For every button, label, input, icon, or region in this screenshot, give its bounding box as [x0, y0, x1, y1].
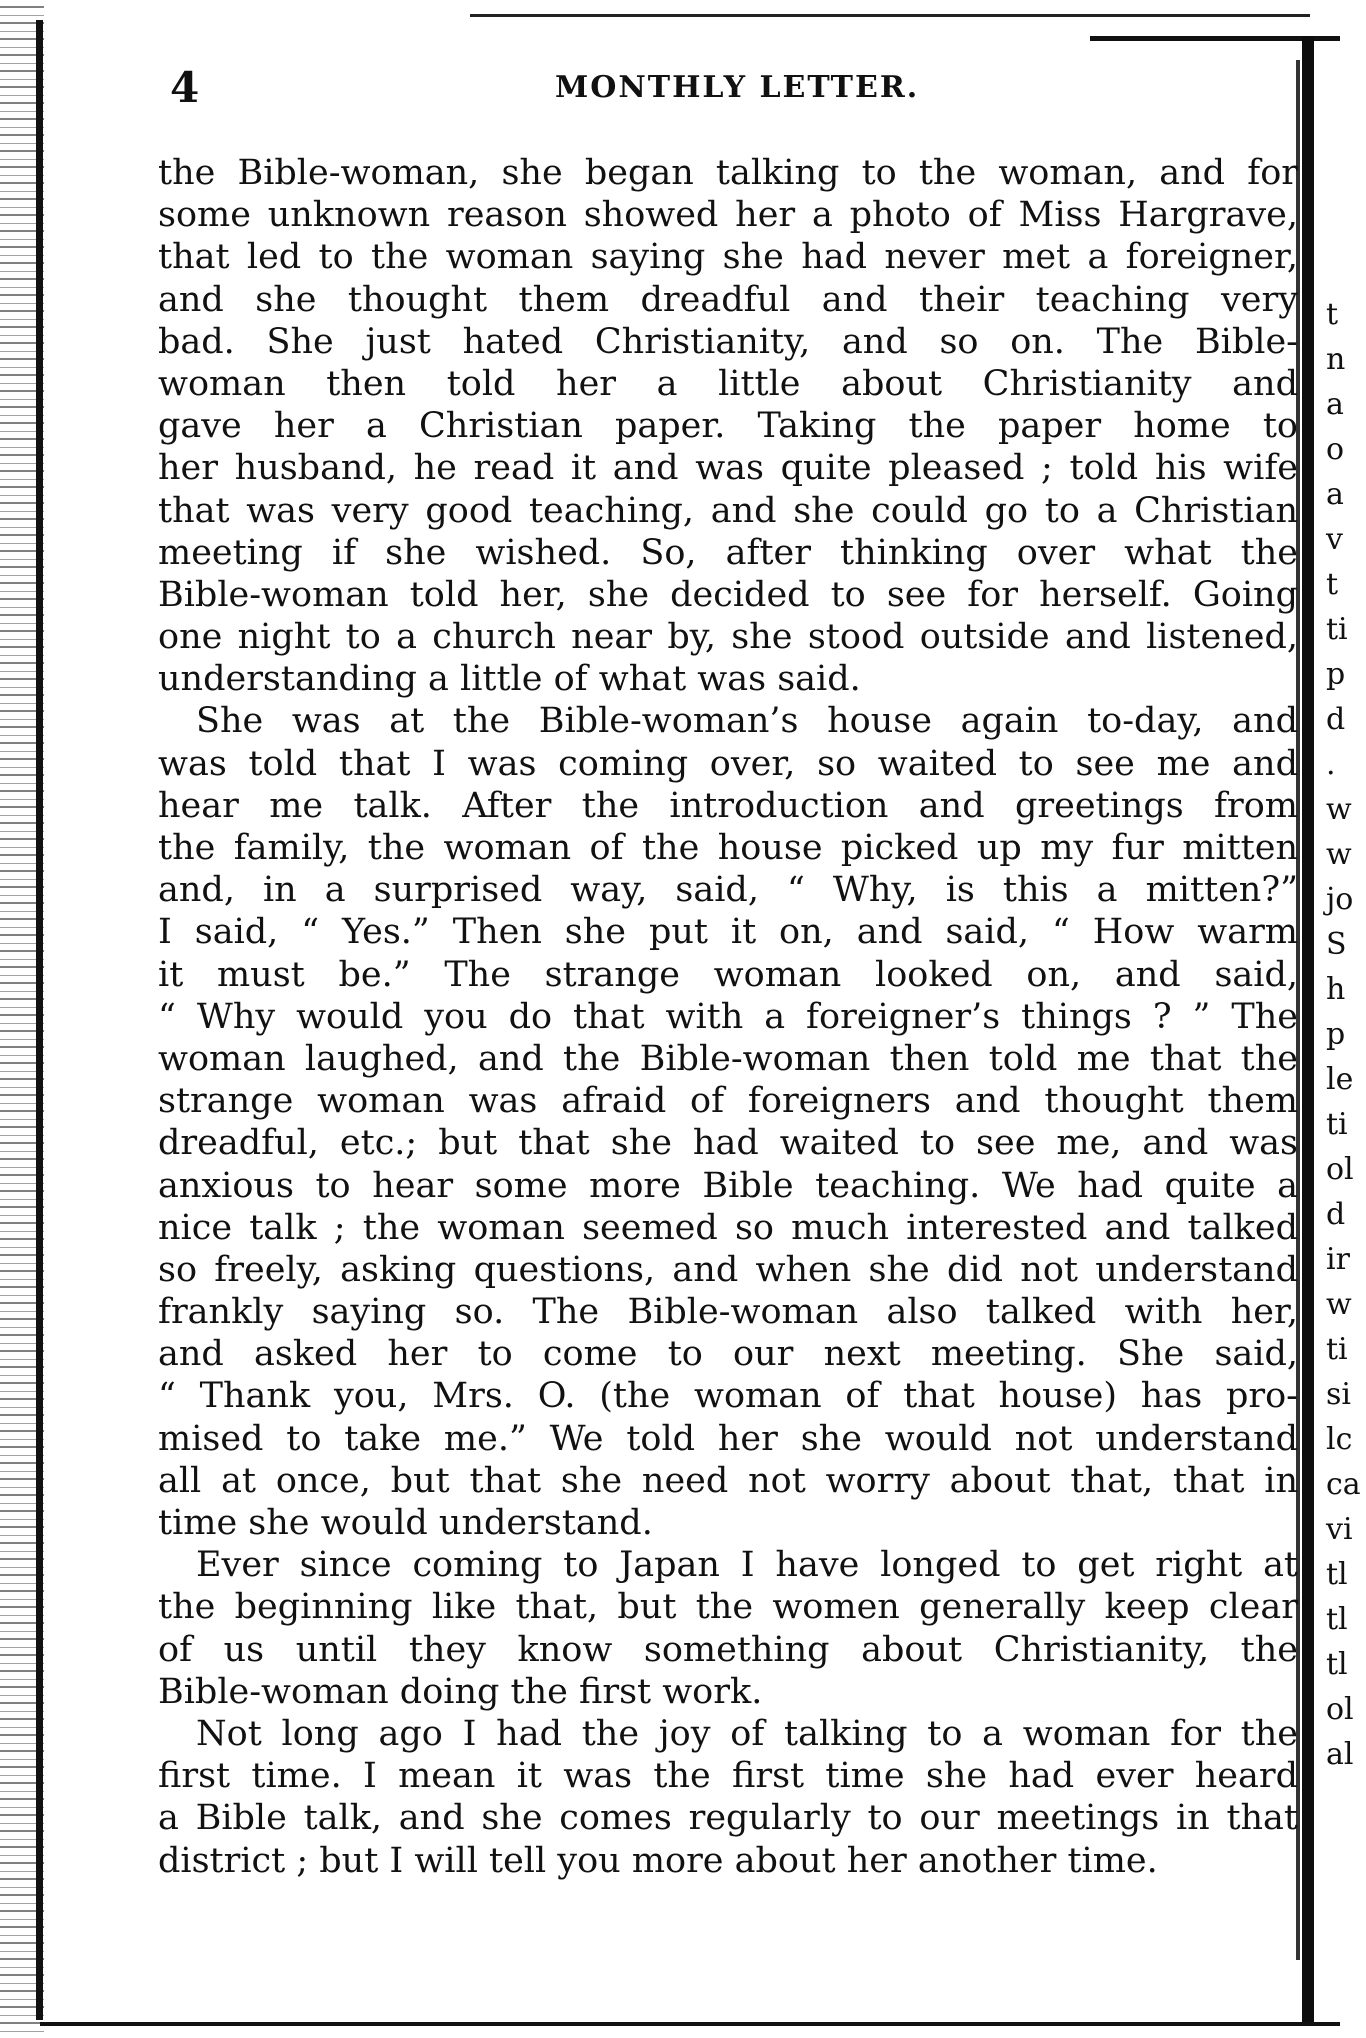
margin-fragment: lc: [1326, 1422, 1353, 1457]
text-line: it must be.” The strange woman looked on, and said,: [158, 954, 1298, 995]
text-line: the family, the woman of the house picked up my fur mitten: [158, 828, 1298, 868]
text-line: and, in a surprised way, said, “ Why, is this a mitten?”: [158, 870, 1298, 911]
text-line: bad. She just hated Christianity, and so on. The Bible-: [158, 321, 1298, 362]
margin-fragment: d: [1326, 1197, 1346, 1232]
margin-fragment: ti: [1326, 1332, 1348, 1367]
text-line: was told that I was coming over, so waited to see me and: [158, 743, 1298, 784]
text-line: and asked her to come to our next meeting. She said,: [158, 1334, 1298, 1375]
text-line: all at once, but that she need not worry about that, that in: [158, 1460, 1298, 1501]
margin-fragment: ti: [1326, 612, 1348, 647]
text-line: of us until they know something about Christianity, the: [158, 1629, 1298, 1670]
margin-fragment: n: [1326, 342, 1346, 377]
margin-fragment: .: [1326, 747, 1336, 782]
text-line: I said, “ Yes.” Then she put it on, and said, “ How warm: [158, 912, 1298, 953]
left-border-rule: [36, 20, 43, 2020]
text-line: Bible-woman doing the first work.: [158, 1671, 763, 1712]
margin-fragment: ca: [1326, 1467, 1361, 1502]
margin-fragment: al: [1326, 1737, 1354, 1772]
margin-fragment: ol: [1326, 1152, 1354, 1187]
margin-fragment: S: [1326, 927, 1347, 962]
text-line: and she thought them dreadful and their teaching very: [158, 279, 1298, 320]
running-head-title: MONTHLY LETTER.: [555, 70, 920, 105]
margin-fragment: h: [1326, 972, 1346, 1007]
text-line: anxious to hear some more Bible teaching. We had quite a: [158, 1165, 1298, 1206]
text-line: strange woman was afraid of foreigners and thought them: [158, 1081, 1298, 1122]
bottom-rule: [40, 2022, 1340, 2026]
margin-fragment: v: [1326, 522, 1343, 557]
margin-fragment: w: [1326, 1287, 1352, 1322]
text-line: a Bible talk, and she comes regularly to our meetings in that: [158, 1798, 1298, 1839]
text-line: meeting if she wished. So, after thinking over what the: [158, 532, 1298, 573]
text-line: the Bible-woman, she began talking to the woman, and for: [158, 153, 1298, 193]
gutter-binding-bar: [1302, 36, 1314, 2026]
margin-fragment: w: [1326, 837, 1352, 872]
text-line: so freely, asking questions, and when she did not understand: [158, 1249, 1298, 1290]
text-line: that was very good teaching, and she could go to a Christian: [158, 490, 1298, 531]
margin-fragment: a: [1326, 387, 1344, 422]
margin-fragment: t: [1326, 567, 1339, 602]
margin-fragment: o: [1326, 432, 1345, 467]
text-line: mised to take me.” We told her she would not understand: [158, 1418, 1298, 1459]
margin-fragment: a: [1326, 477, 1344, 512]
margin-fragment: le: [1326, 1062, 1354, 1097]
text-line: some unknown reason showed her a photo of Miss Hargrave,: [158, 195, 1298, 236]
text-line: one night to a church near by, she stood outside and listened,: [158, 617, 1298, 658]
page-number: 4: [170, 63, 200, 112]
margin-fragment: p: [1326, 657, 1346, 692]
text-line: Not long ago I had the joy of talking to a woman for the: [196, 1713, 1298, 1754]
text-line: woman then told her a little about Christianity and: [158, 363, 1298, 404]
text-line: Ever since coming to Japan I have longed to get right at: [196, 1545, 1298, 1586]
text-line: gave her a Christian paper. Taking the paper home to: [158, 406, 1298, 447]
text-line: She was at the Bible-woman’s house again to-day, and: [196, 701, 1298, 742]
margin-fragment: tl: [1326, 1602, 1348, 1637]
margin-fragment: vi: [1326, 1512, 1353, 1547]
text-line: first time. I mean it was the first time she had ever heard: [158, 1756, 1298, 1797]
text-line: the beginning like that, but the women generally keep clear: [158, 1587, 1298, 1628]
text-line: district ; but I will tell you more about her another time.: [158, 1840, 1158, 1881]
text-line: dreadful, etc.; but that she had waited to see me, and was: [158, 1123, 1298, 1164]
page-header: [170, 58, 1290, 118]
text-line: time she would understand.: [158, 1503, 653, 1543]
text-line: frankly saying so. The Bible-woman also talked with her,: [158, 1292, 1298, 1333]
margin-fragment: p: [1326, 1017, 1346, 1052]
text-line: that led to the woman saying she had never met a foreigner,: [158, 237, 1298, 278]
paragraph: [158, 1713, 1298, 1882]
margin-fragment: ir: [1326, 1242, 1350, 1277]
article-body: [158, 152, 1298, 1882]
text-line: her husband, he read it and was quite pleased ; told his wife: [158, 448, 1298, 489]
margin-fragment: tl: [1326, 1557, 1348, 1592]
margin-fragment: w: [1326, 792, 1352, 827]
text-line: “ Why would you do that with a foreigner’s things ? ” The: [158, 996, 1298, 1037]
top-rule: [470, 14, 1310, 17]
text-line: “ Thank you, Mrs. O. (the woman of that house) has pro-: [158, 1376, 1298, 1417]
paragraph: [158, 152, 1298, 700]
margin-fragment: jo: [1326, 882, 1354, 917]
paragraph: [158, 1544, 1298, 1713]
margin-fragment: ol: [1326, 1692, 1354, 1727]
margin-fragment: si: [1326, 1377, 1351, 1412]
margin-fragment: d: [1326, 702, 1346, 737]
text-line: Bible-woman told her, she decided to see for herself. Going: [158, 574, 1298, 615]
paragraph: [158, 700, 1298, 1544]
text-line: nice talk ; the woman seemed so much interested and talked: [158, 1207, 1298, 1248]
margin-fragment: t: [1326, 297, 1339, 332]
margin-fragment: tl: [1326, 1647, 1348, 1682]
text-line: understanding a little of what was said.: [158, 659, 861, 700]
text-line: woman laughed, and the Bible-woman then told me that the: [158, 1038, 1298, 1079]
margin-fragment: ti: [1326, 1107, 1348, 1142]
text-line: hear me talk. After the introduction and greetings from: [158, 785, 1298, 826]
